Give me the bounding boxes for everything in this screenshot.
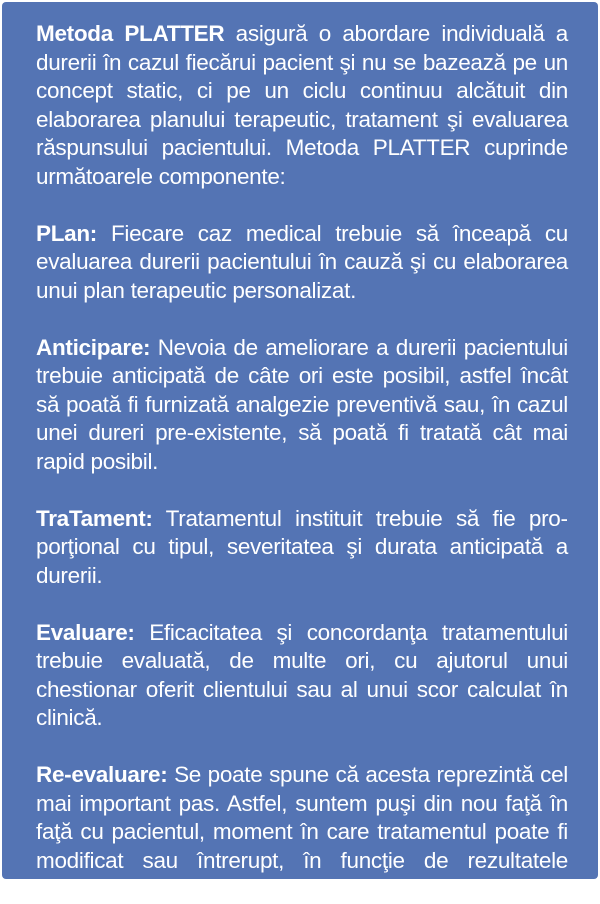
intro-text: asigură o abordare individuală a durerii în cazul fiecărui pacient şi nu se bazează pe un concept static, ci pe un ciclu continuu alcătuit din elaborarea planului terapeutic, tratament şi evaluarea răspunsului pacientului. Metoda PLATTER cuprinde următoarele componente:	[36, 21, 568, 189]
component-anticipare	[36, 334, 568, 477]
component-re-evaluare-text: Se poate spune că acesta reprezintă cel mai important pas. Astfel, suntem puşi din nou faţă în faţă cu pacientul, moment în care tratamentul poate fi modificat sau întrerupt, în funcţie de rezultatele evaluării răspunsului la tratament al pacientului.	[36, 762, 568, 901]
intro-term: Metoda PLATTER	[36, 21, 225, 46]
component-tratament	[36, 505, 568, 591]
component-anticipare-term: Anticipare:	[36, 334, 151, 360]
intro-paragraph	[36, 20, 568, 191]
component-evaluare-term: Evaluare:	[36, 619, 135, 645]
component-re-evaluare	[36, 761, 568, 904]
component-re-evaluare-term: Re-evaluare:	[36, 762, 168, 787]
component-tratament-term: TraTament:	[36, 505, 153, 531]
component-evaluare-text: Eficacitatea şi concordanţa tratamentului trebuie evaluată, de multe ori, cu ajutorul unui chestionar oferit clientului sau al unui scor calculat în clinică.	[36, 619, 568, 730]
component-plan	[36, 220, 568, 306]
component-evaluare	[36, 619, 568, 733]
component-plan-term: PLan:	[36, 220, 98, 246]
component-tratament-text: Tratamentul instituit trebuie să fie proporţional cu tipul, severitatea şi durata anticipată a durerii.	[36, 505, 568, 588]
component-anticipare-text: Nevoia de ameliorare a durerii pacientului trebuie anticipată de câte ori este posibil, astfel încât să poată fi furnizată analgezie preventivă sau, în cazul unei dureri pre-existente, să poată fi tratată cât mai rapid posibil.	[36, 334, 568, 474]
platter-info-box	[2, 2, 598, 901]
component-plan-text: Fiecare caz medical trebuie să înceapă cu evaluarea durerii pacientului în cauză şi cu elaborarea unui plan terapeutic personalizat.	[36, 220, 568, 303]
